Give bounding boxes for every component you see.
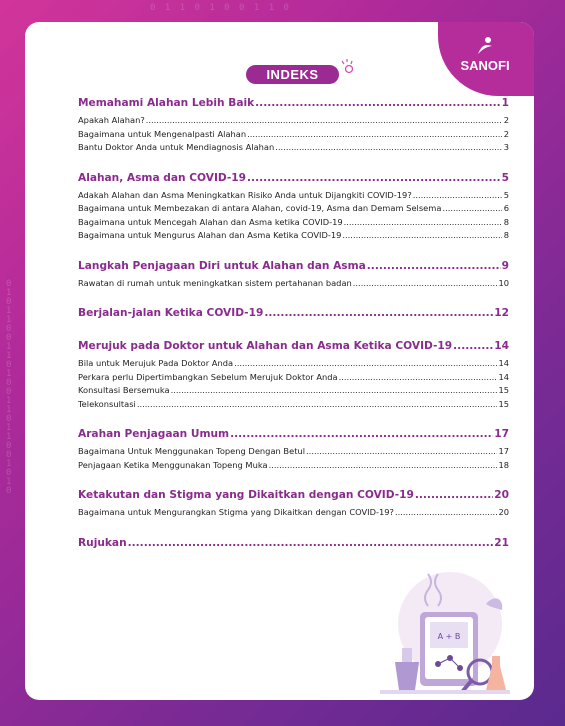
toc-leader-dots <box>255 97 500 109</box>
toc-leader-dots <box>353 278 498 288</box>
decorative-binary-left: 0 1 0 1 1 0 0 1 1 0 1 0 0 1 1 0 1 1 0 0 1 0 1 0 <box>6 279 14 496</box>
toc-entry-title: Rawatan di rumah untuk meningkatkan sistem pertahanan badan <box>78 277 352 288</box>
toc-entry-title: Penjagaan Ketika Menggunakan Topeng Muka <box>78 459 268 470</box>
toc-leader-dots <box>137 399 498 409</box>
toc-entry-title: Bila untuk Merujuk Pada Doktor Anda <box>78 358 234 368</box>
toc-entry[interactable] <box>78 385 509 399</box>
toc-page-number: 15 <box>498 398 509 409</box>
toc-leader-dots <box>247 129 502 139</box>
toc-entry-title: Bagaimana untuk Mencegah Alahan dan Asma ketika COVID-19 <box>78 216 343 227</box>
toc-page-number: 10 <box>498 277 509 288</box>
svg-text:A + B: A + B <box>437 632 461 641</box>
sanofi-logo <box>450 36 520 73</box>
toc-entry[interactable] <box>78 203 509 217</box>
toc-section-heading[interactable] <box>78 172 509 189</box>
toc-page-number: 12 <box>494 307 509 319</box>
toc-section <box>78 340 509 412</box>
toc-page-number: 14 <box>498 371 509 382</box>
toc-leader-dots <box>128 537 494 549</box>
toc-entry-title: Bagaimana untuk Mengurus Alahan dan Asma Ketika COVID-19 <box>78 230 342 240</box>
toc-section-title: Memahami Alahan Lebih Baik <box>78 97 255 109</box>
table-of-contents <box>78 97 509 570</box>
toc-page-number: 9 <box>501 259 509 272</box>
toc-section-heading[interactable] <box>78 97 509 114</box>
toc-section <box>78 260 509 292</box>
toc-entry[interactable] <box>78 358 509 372</box>
toc-section-title: Ketakutan dan Stigma yang Dikaitkan dengan COVID-19 <box>78 489 414 501</box>
toc-leader-dots <box>275 142 502 152</box>
toc-section-heading[interactable] <box>78 489 509 506</box>
toc-leader-dots <box>264 307 493 319</box>
toc-entry-title: Bagaimana Untuk Menggunakan Topeng Dengan Betul <box>78 446 306 456</box>
sparkle-icon <box>335 58 357 76</box>
toc-page-number: 2 <box>503 128 509 139</box>
toc-leader-dots <box>415 489 493 501</box>
toc-entry-title: Bantu Doktor Anda untuk Mendiagnosis Alahan <box>78 142 275 152</box>
toc-section <box>78 307 509 324</box>
toc-page-number: 21 <box>494 536 509 549</box>
toc-entry[interactable] <box>78 230 509 244</box>
toc-page-number: 3 <box>503 142 509 152</box>
toc-page-number: 20 <box>494 489 509 501</box>
toc-section-heading[interactable] <box>78 260 509 277</box>
toc-page-number: 17 <box>498 446 509 456</box>
toc-section-title: Rujukan <box>78 536 127 549</box>
toc-entry[interactable] <box>78 446 509 460</box>
toc-entry-title: Bagaimana untuk Mengenalpasti Alahan <box>78 128 247 139</box>
toc-leader-dots <box>339 372 498 382</box>
toc-leader-dots <box>367 260 501 272</box>
toc-leader-dots <box>269 460 498 470</box>
toc-entry[interactable] <box>78 190 509 204</box>
logo-text: SANOFI <box>460 58 510 73</box>
toc-page-number: 17 <box>494 428 509 440</box>
toc-leader-dots <box>146 115 502 125</box>
toc-page-number: 5 <box>501 171 509 184</box>
toc-leader-dots <box>306 446 497 456</box>
toc-section <box>78 97 509 156</box>
toc-page-number: 14 <box>494 340 509 352</box>
toc-page-number: 8 <box>503 230 509 240</box>
toc-section <box>78 172 509 244</box>
toc-entry-title: Perkara perlu Dipertimbangkan Sebelum Merujuk Doktor Anda <box>78 371 338 382</box>
toc-entry[interactable] <box>78 278 509 292</box>
toc-section <box>78 489 509 521</box>
decorative-binary-top: 0 1 1 0 1 0 0 1 1 0 <box>150 3 291 13</box>
toc-section <box>78 428 509 473</box>
toc-section-title: Langkah Penjagaan Diri untuk Alahan dan Asma <box>78 259 366 272</box>
toc-page-number: 18 <box>498 459 509 470</box>
toc-leader-dots <box>413 190 502 200</box>
toc-section-title: Merujuk pada Doktor untuk Alahan dan Asma Ketika COVID-19 <box>78 340 453 352</box>
toc-page-number: 6 <box>503 203 509 213</box>
toc-leader-dots <box>453 340 493 352</box>
toc-entry-title: Konsultasi Bersemuka <box>78 385 170 395</box>
toc-section-heading[interactable] <box>78 340 509 357</box>
toc-section-heading[interactable] <box>78 537 509 554</box>
toc-page-number: 5 <box>503 189 509 200</box>
toc-section <box>78 537 509 554</box>
toc-leader-dots <box>442 203 502 213</box>
page-title: INDEKS <box>246 65 339 84</box>
toc-entry-title: Apakah Alahan? <box>78 115 145 125</box>
toc-page-number: 1 <box>501 97 509 109</box>
toc-section-title: Arahan Penjagaan Umum <box>78 428 230 440</box>
sanofi-bird-icon <box>476 36 494 56</box>
toc-entry[interactable] <box>78 129 509 143</box>
toc-entry[interactable] <box>78 507 509 521</box>
toc-page-number: 8 <box>503 216 509 227</box>
toc-page-number: 14 <box>498 358 509 368</box>
toc-leader-dots <box>395 507 497 517</box>
toc-entry-title: Adakah Alahan dan Asma Meningkatkan Risiko Anda untuk Dijangkiti COVID-19? <box>78 189 412 200</box>
content-card <box>25 22 534 700</box>
toc-leader-dots <box>234 358 497 368</box>
toc-entry-title: Telekonsultasi <box>78 398 136 409</box>
toc-entry-title: Bagaimana untuk Membezakan di antara Alahan, covid-19, Asma dan Demam Selsema <box>78 203 442 213</box>
toc-entry[interactable] <box>78 217 509 231</box>
toc-leader-dots <box>247 172 501 184</box>
toc-section-heading[interactable] <box>78 428 509 445</box>
toc-leader-dots <box>344 217 502 227</box>
laboratory-science-illustration <box>380 564 510 696</box>
toc-leader-dots <box>342 230 502 240</box>
toc-page-number: 15 <box>498 385 509 395</box>
toc-section-title: Berjalan-jalan Ketika COVID-19 <box>78 307 264 319</box>
toc-section-heading[interactable] <box>78 307 509 324</box>
toc-entry[interactable] <box>78 115 509 129</box>
toc-entry-title: Bagaimana untuk Mengurangkan Stigma yang Dikaitkan dengan COVID-19? <box>78 507 394 517</box>
toc-entry[interactable] <box>78 372 509 386</box>
toc-leader-dots <box>171 385 498 395</box>
toc-entry[interactable] <box>78 142 509 156</box>
toc-section-title: Alahan, Asma dan COVID-19 <box>78 171 247 184</box>
toc-leader-dots <box>230 428 493 440</box>
toc-page-number: 2 <box>503 115 509 125</box>
toc-entry[interactable] <box>78 399 509 413</box>
toc-entry[interactable] <box>78 460 509 474</box>
toc-page-number: 20 <box>498 507 509 517</box>
